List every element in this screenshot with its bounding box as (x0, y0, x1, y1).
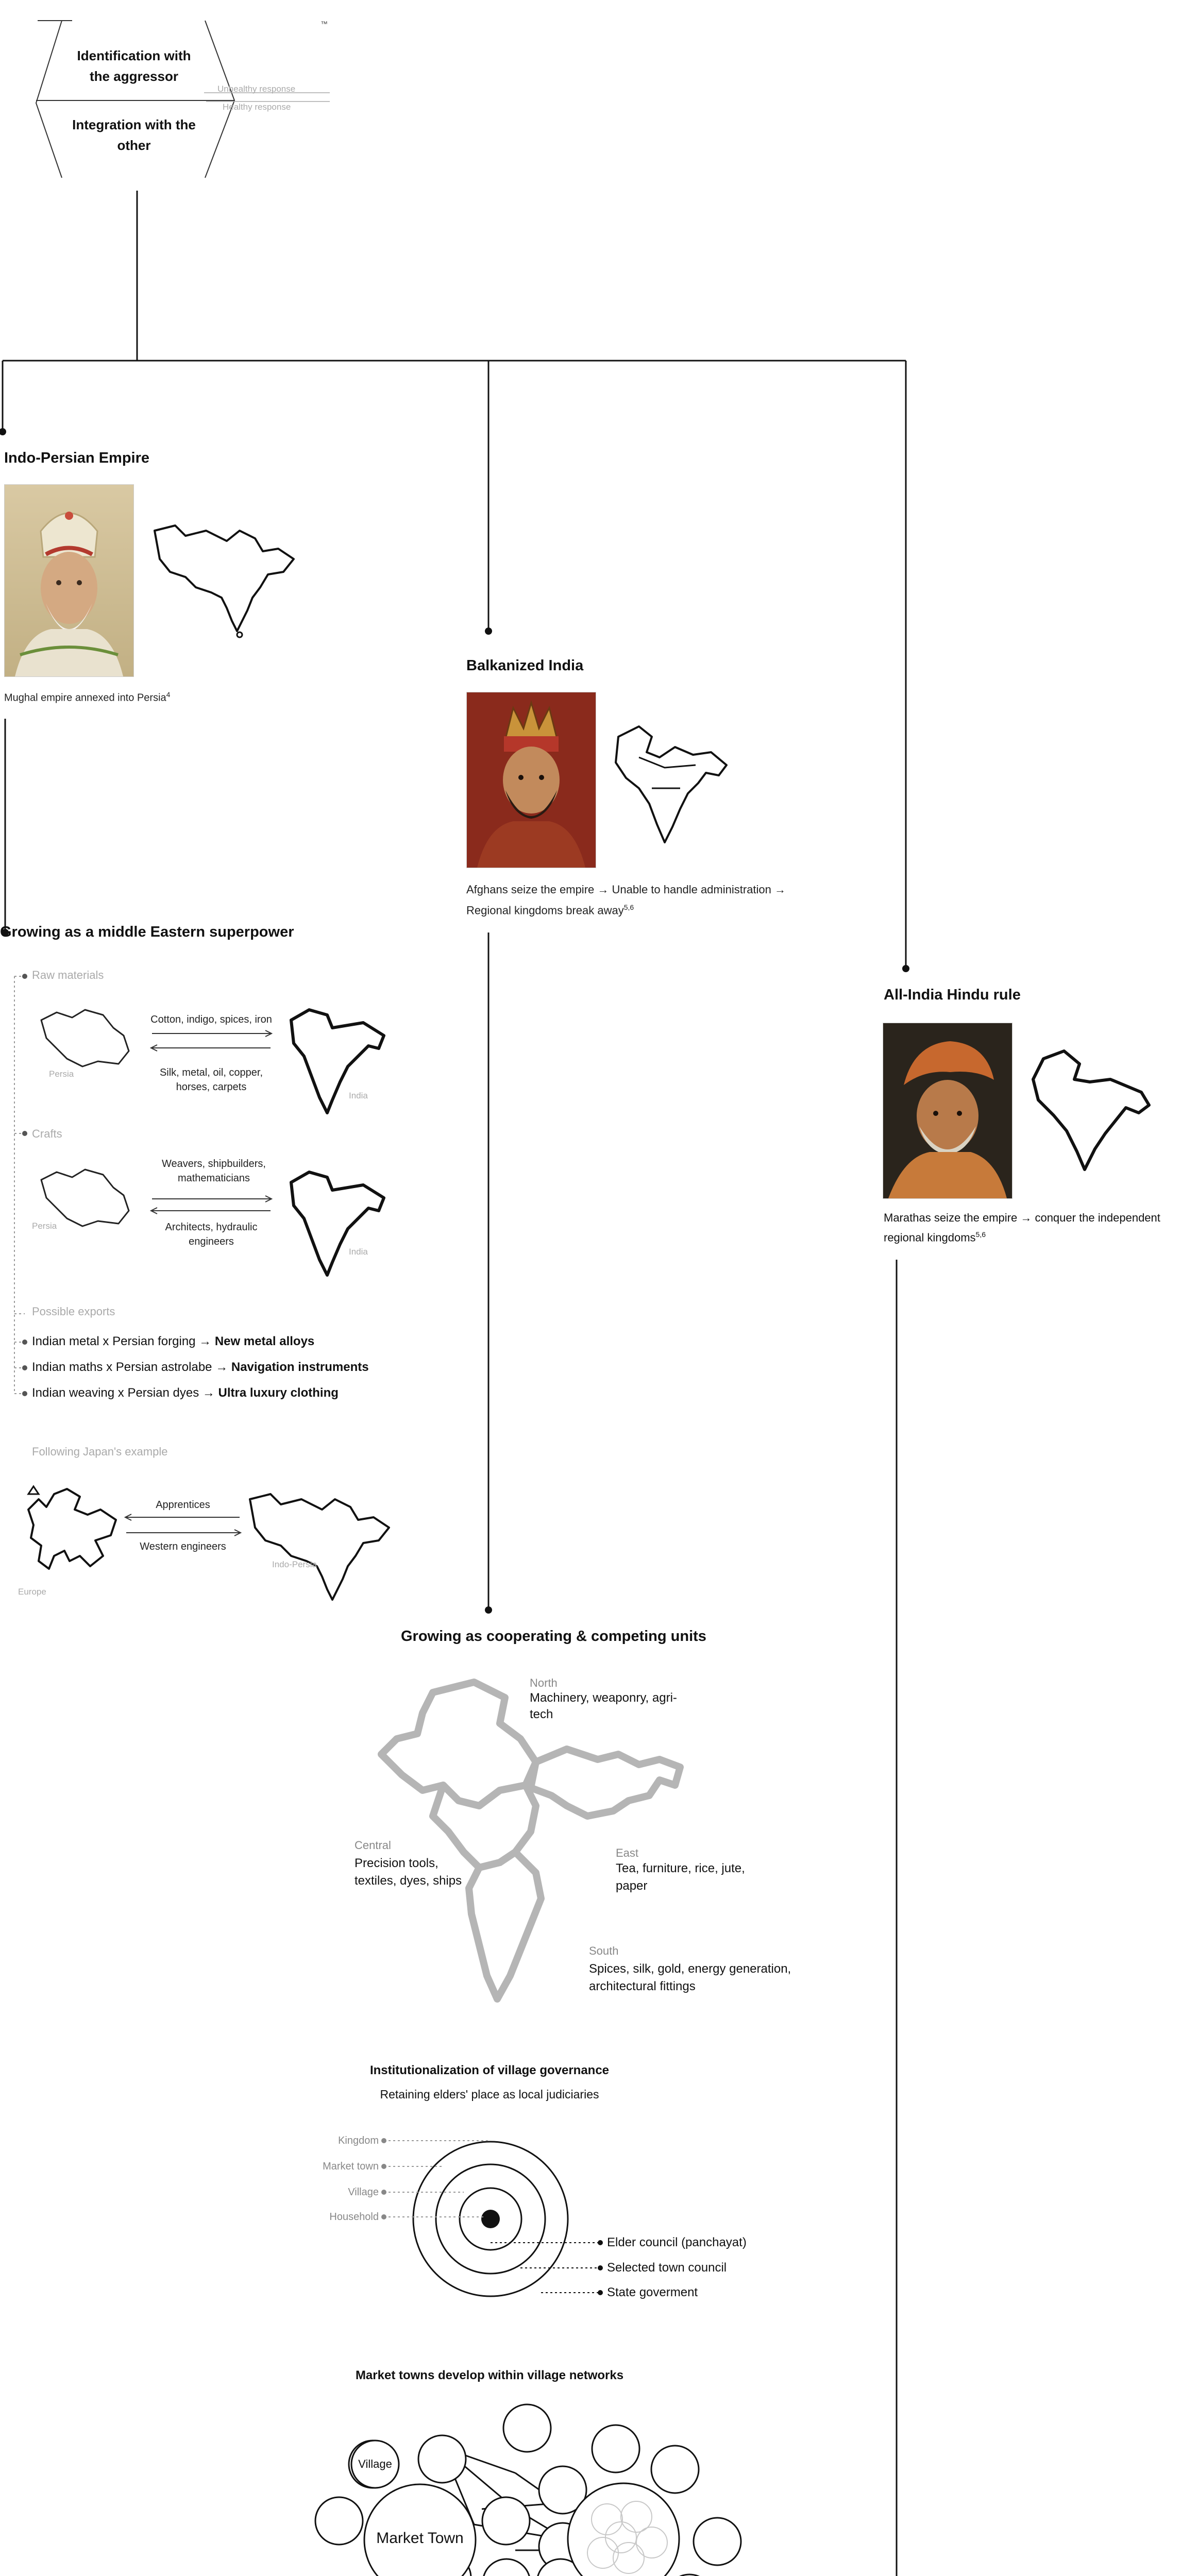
trade-arrows-raw (151, 1030, 272, 1051)
raw-top-text: Cotton, indigo, spices, iron (150, 1014, 272, 1025)
all-india-map (1023, 1043, 1157, 1182)
corner-mark: ™ (320, 20, 328, 28)
cooperating-title: Growing as cooperating & competing units (401, 1628, 706, 1645)
maratha-portrait (883, 1023, 1013, 1199)
export-item: Indian maths x Persian astrolabe → Navigation instruments (32, 1360, 369, 1374)
legend-healthy: Healthy response (223, 102, 291, 112)
hindu-rule-title: All-India Hindu rule (884, 987, 1021, 1003)
crafts-bottom-text: Architects, hydraulic engineers (165, 1222, 258, 1247)
india-map-crafts-label: India (349, 1247, 368, 1257)
indo-persia-map-label: Indo-Persia (272, 1560, 317, 1569)
village-label: Village (358, 2458, 392, 2470)
trunk (3, 191, 906, 2576)
east-label: East (616, 1846, 639, 1859)
market-title: Market towns develop within village networks (355, 2368, 624, 2382)
governance-body: Selected town council (607, 2261, 727, 2275)
trade-arrows-japan (125, 1514, 241, 1536)
maratha-caption: Marathas seize the empire → conquer the independent regional kingdoms$^{5,6}$ (884, 1211, 1160, 1244)
governance-title: Institutionalization of village governance (369, 2063, 610, 2077)
east-text: Tea, furniture, rice, jute, paper (616, 1861, 745, 1893)
europe-map (18, 1479, 131, 1582)
crafts-top-text: Weavers, shipbuilders, mathematicians (162, 1158, 266, 1184)
north-label: North (530, 1676, 558, 1689)
north-text: Machinery, weaponry, agri-tech (530, 1691, 677, 1721)
persia-map-raw-label: Persia (49, 1069, 74, 1079)
south-label: South (589, 1944, 619, 1957)
mughal-portrait (4, 484, 134, 677)
balkanized-title: Balkanized India (466, 657, 584, 674)
legend-top-label: Identification with the aggressor (77, 48, 191, 84)
india-map-raw (281, 999, 394, 1118)
crafts-label: Crafts (32, 1127, 62, 1140)
south-text: Spices, silk, gold, energy generation, architectural fittings (589, 1962, 791, 1993)
india-map-crafts (281, 1162, 394, 1280)
central-text: Precision tools, textiles, dyes, ships (355, 1856, 462, 1888)
persia-map-raw (36, 1005, 139, 1077)
export-item: Indian metal x Persian forging → New metal alloys (32, 1334, 315, 1348)
ring-label: Market town (323, 2161, 379, 2172)
governance-subtitle: Retaining elders' place as local judiciaries (380, 2088, 599, 2101)
ring-label: Village (348, 2187, 379, 2198)
middle-east-title: Growing as a middle Eastern superpower (0, 924, 294, 940)
exports-label: Possible exports (32, 1305, 115, 1318)
raw-materials-label: Raw materials (32, 969, 104, 981)
central-label: Central (355, 1839, 391, 1852)
japan-bottom-text: Western engineers (140, 1541, 226, 1552)
raw-bottom-text: Silk, metal, oil, copper, horses, carpets (159, 1067, 263, 1093)
governance-body: State goverment (607, 2285, 698, 2299)
japan-label: Following Japan's example (32, 1445, 168, 1458)
japan-top-text: Apprentices (156, 1499, 210, 1511)
mughal-caption: Mughal empire annexed into Persia$^4$ (4, 690, 171, 704)
ring-label: Household (329, 2211, 379, 2223)
europe-map-label: Europe (18, 1587, 46, 1597)
ring-label: Kingdom (338, 2135, 379, 2146)
balkanized-map (603, 716, 737, 850)
afghan-portrait (466, 692, 596, 868)
market-town-label: Market Town (376, 2530, 464, 2547)
indo-persia-map (149, 510, 304, 644)
governance-body: Elder council (panchayat) (607, 2235, 747, 2249)
export-item: Indian weaving x Persian dyes → Ultra luxury clothing (32, 1386, 339, 1400)
balkanized-caption: Afghans seize the empire → Unable to handle administration → Regional kingdoms break away$^{5,6}$ (466, 883, 786, 917)
india-map-raw-label: India (349, 1091, 368, 1100)
trade-arrows-crafts (151, 1196, 272, 1214)
indo-persian-title: Indo-Persian Empire (4, 450, 150, 466)
legend-unhealthy: Unhealthy response (217, 84, 296, 94)
indo-persia-map-small (245, 1479, 399, 1607)
persia-map-crafts-label: Persia (32, 1221, 57, 1231)
legend-bottom-label: Integration with the other (72, 117, 196, 153)
